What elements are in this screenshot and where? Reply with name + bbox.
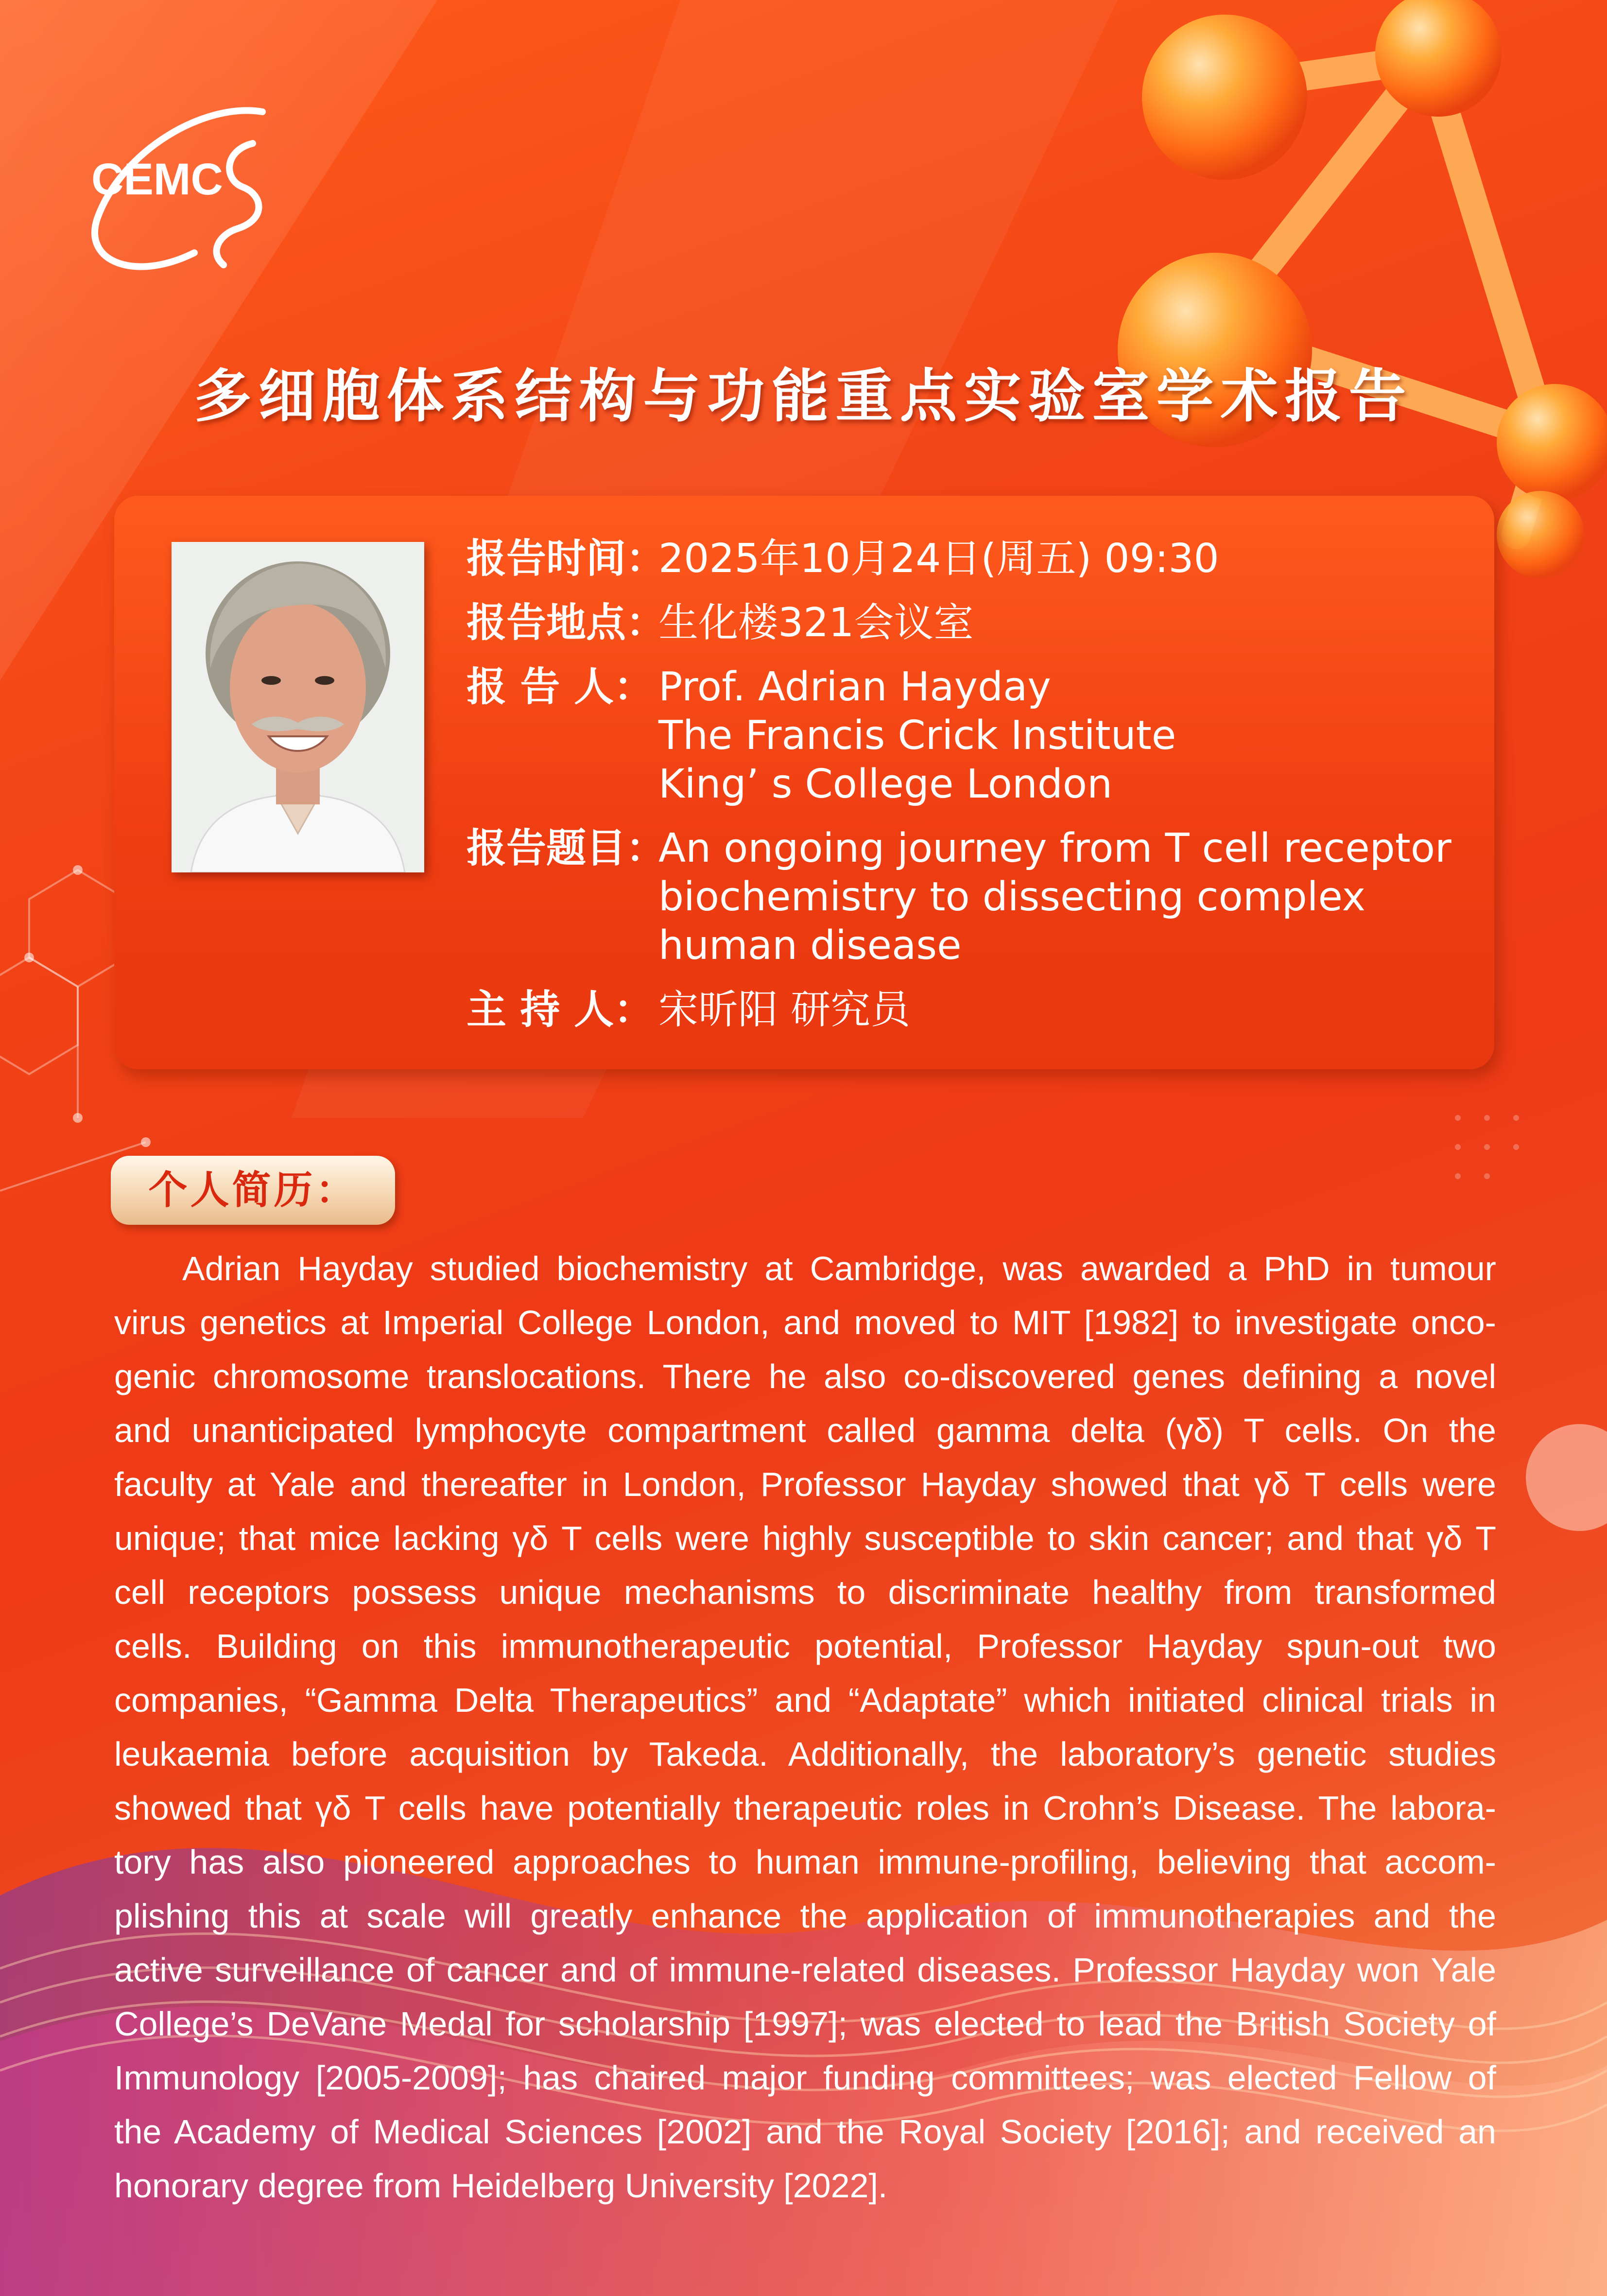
bio-line: plishing this at scale will greatly enhance the application of immunotherapies and the [114,1897,1496,1935]
bio-line: virus genetics at Imperial College London, and moved to MIT [1982] to investigate onco- [114,1304,1496,1341]
host-row [467,986,1463,1034]
bio-line: cells. Building on this immunotherapeutic potential, Professor Hayday spun-out two [114,1627,1496,1665]
bio-line: genic chromosome translocations. There he also co-discovered genes defining a novel [114,1357,1496,1395]
bio-line: Immunology [2005-2009]; has chaired major funding committees; was elected Fellow of [114,2059,1496,2097]
place-value: 生化楼321会议室 [658,600,974,646]
topic-line-1: An ongoing journey from T cell receptor [658,825,1451,871]
time-value: 2025年10月24日(周五) 09:30 [658,536,1219,582]
resume-tag [111,1156,395,1225]
speaker-label: 报 告 人： [467,664,654,710]
bio-line: active surveillance of cancer and of immune-related diseases. Professor Hayday won Yale [114,1951,1496,1989]
bio-line: honorary degree from Heidelberg University [2022]. [114,2167,888,2205]
topic-line-3: human disease [658,922,962,969]
topic-row [467,824,1463,970]
host-label: 主 持 人： [467,987,654,1033]
speaker-row [467,663,1463,809]
bio-line: Adrian Hayday studied biochemistry at Cambridge, was awarded a PhD in tumour [182,1250,1496,1287]
bio-line: faculty at Yale and thereafter in London, Professor Hayday showed that γδ T cells were [114,1465,1496,1503]
logo-text: CEMC [91,155,223,204]
bio-line: leukaemia before acquisition by Takeda. Additionally, the laboratory’s genetic studies [114,1735,1496,1773]
topic-line-2: biochemistry to dissecting complex [658,874,1366,920]
bio-line: companies, “Gamma Delta Therapeutics” and “Adaptate” which initiated clinical trials in [114,1681,1496,1719]
bio-line: showed that γδ T cells have potentially therapeutic roles in Crohn’s Disease. The labora- [114,1789,1496,1827]
bio-line: tory has also pioneered approaches to human immune-profiling, believing that accom- [114,1843,1496,1881]
speaker-value [658,663,1463,809]
place-label: 报告地点： [467,600,666,646]
biography [114,1242,1496,2213]
speaker-affiliation-1: The Francis Crick Institute [658,713,1176,759]
speaker-portrait [172,542,424,872]
bio-line: College’s DeVane Medal for scholarship [1997]; was elected to lead the British Society of [114,2005,1496,2043]
bio-line: cell receptors possess unique mechanisms to discriminate healthy from transformed [114,1573,1496,1611]
info-card [114,496,1494,1069]
topic-value [658,824,1463,970]
host-value: 宋昕阳 研究员 [658,987,911,1033]
place-row [467,599,1463,647]
resume-tag-label: 个人简历： [148,1167,358,1213]
time-row [467,535,1463,583]
info-rows [467,535,1463,1050]
speaker-affiliation-2: King’ s College London [658,761,1113,807]
speaker-name: Prof. Adrian Hayday [658,664,1051,710]
cemc-logo [78,97,296,292]
topic-label: 报告题目： [467,825,666,871]
bio-line: unique; that mice lacking γδ T cells were highly susceptible to skin cancer; and that γδ T [114,1519,1496,1557]
bio-line: the Academy of Medical Sciences [2002] and the Royal Society [2016]; and received an [114,2113,1496,2151]
time-label: 报告时间： [467,536,666,582]
page-title: 多细胞体系结构与功能重点实验室学术报告 [194,363,1413,430]
bio-line: and unanticipated lymphocyte compartment called gamma delta (γδ) T cells. On the [114,1411,1496,1449]
